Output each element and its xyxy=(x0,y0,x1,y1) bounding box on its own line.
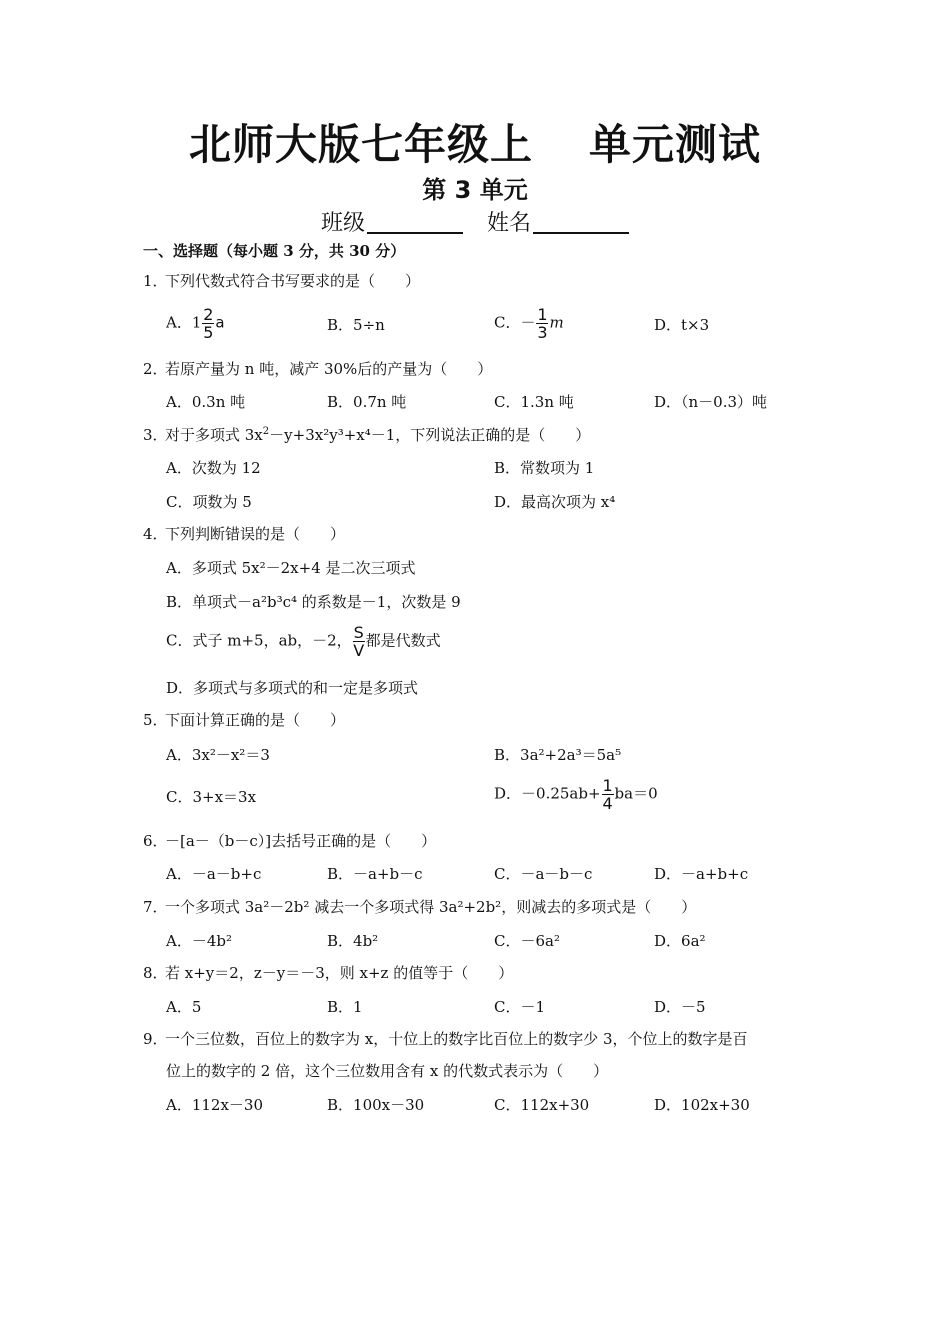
q4-option-c[interactable]: C．式子 m+5，ab，－2， $\frac{S}{V}$ 都是代数式 xyxy=(166,623,441,660)
q7-option-d[interactable]: D．6a² xyxy=(654,932,706,950)
question-2: 2．若原产量为 n 吨，减产 30%后的产量为（ ） xyxy=(143,360,493,378)
fraction: $\frac{1}{4}$ xyxy=(602,776,613,813)
q8-option-a[interactable]: A．5 xyxy=(166,998,202,1016)
q4-option-b[interactable]: B．单项式－a²b³c⁴ 的系数是－1，次数是 9 xyxy=(166,593,461,611)
q4-option-d[interactable]: D．多项式与多项式的和一定是多项式 xyxy=(166,679,419,697)
q2-option-b[interactable]: B．0.7n 吨 xyxy=(327,393,407,411)
question-9: 9．一个三位数，百位上的数字为 x，十位上的数字比百位上的数字少 3，个位上的数字是百 xyxy=(143,1030,748,1048)
question-1: 1．下列代数式符合书写要求的是（ ） xyxy=(143,272,421,290)
class-blank[interactable] xyxy=(367,210,463,234)
q8-option-c[interactable]: C．－1 xyxy=(494,998,546,1016)
q4-option-a[interactable]: A．多项式 5x²－2x+4 是二次三项式 xyxy=(166,559,416,577)
name-blank[interactable] xyxy=(533,210,629,234)
question-9-line-2: 位上的数字的 2 倍，这个三位数用含有 x 的代数式表示为（ ） xyxy=(166,1062,609,1080)
fraction: $\frac{2}{5}$ xyxy=(203,305,214,342)
q5-option-c[interactable]: C．3+x＝3x xyxy=(166,788,257,806)
q8-option-d[interactable]: D．－5 xyxy=(654,998,706,1016)
q9-option-b[interactable]: B．100x－30 xyxy=(327,1096,425,1114)
q1-option-d[interactable]: D．t×3 xyxy=(654,316,710,334)
name-label: 姓名 xyxy=(487,211,532,236)
q1-option-c[interactable]: C．－ $\frac{1}{3}$ m xyxy=(494,305,564,342)
q6-option-b[interactable]: B．－a+b－c xyxy=(327,865,423,883)
q5-option-b[interactable]: B．3a²+2a³＝5a⁵ xyxy=(494,746,622,764)
question-8: 8．若 x+y＝2，z－y＝－3，则 x+z 的值等于（ ） xyxy=(143,964,514,982)
q5-option-a[interactable]: A．3x²－x²＝3 xyxy=(166,746,270,764)
title-right: 单元测试 xyxy=(589,120,762,169)
question-5: 5．下面计算正确的是（ ） xyxy=(143,711,346,729)
q9-option-d[interactable]: D．102x+30 xyxy=(654,1096,750,1114)
q7-option-c[interactable]: C．－6a² xyxy=(494,932,560,950)
q2-option-c[interactable]: C．1.3n 吨 xyxy=(494,393,574,411)
section-title: 一、选择题（每小题 3 分，共 30 分） xyxy=(143,242,406,260)
q7-option-a[interactable]: A．－4b² xyxy=(166,932,232,950)
q5-option-d[interactable]: D．－0.25ab+ $\frac{1}{4}$ ba＝0 xyxy=(494,776,658,813)
class-label: 班级 xyxy=(320,211,365,236)
fraction: $\frac{S}{V}$ xyxy=(353,623,365,660)
q3-option-d[interactable]: D．最高次项为 x⁴ xyxy=(494,493,616,511)
q9-option-c[interactable]: C．112x+30 xyxy=(494,1096,590,1114)
q2-option-d[interactable]: D．（n－0.3）吨 xyxy=(654,393,768,411)
q3-option-a[interactable]: A．次数为 12 xyxy=(166,459,261,477)
question-7: 7．一个多项式 3a²－2b² 减去一个多项式得 3a²+2b²，则减去的多项式是（ ） xyxy=(143,898,697,916)
class-name-line xyxy=(0,206,950,237)
page-title xyxy=(0,112,950,172)
title-left: 北师大版七年级上 xyxy=(188,120,533,169)
fraction: $\frac{1}{3}$ xyxy=(537,305,548,342)
q1-option-a[interactable]: A．1 $\frac{2}{5}$ a xyxy=(166,305,225,342)
q9-option-a[interactable]: A．112x－30 xyxy=(166,1096,264,1114)
question-6: 6．－[a－（b－c）]去括号正确的是（ ） xyxy=(143,832,437,850)
q6-option-d[interactable]: D．－a+b+c xyxy=(654,865,749,883)
q1-option-b[interactable]: B．5÷n xyxy=(327,316,385,334)
q6-option-c[interactable]: C．－a－b－c xyxy=(494,865,593,883)
subtitle: 第 3 单元 xyxy=(422,176,528,204)
q8-option-b[interactable]: B．1 xyxy=(327,998,363,1016)
question-4: 4．下列判断错误的是（ ） xyxy=(143,525,346,543)
q6-option-a[interactable]: A．－a－b+c xyxy=(166,865,262,883)
q7-option-b[interactable]: B．4b² xyxy=(327,932,379,950)
q3-option-b[interactable]: B．常数项为 1 xyxy=(494,459,595,477)
q2-option-a[interactable]: A．0.3n 吨 xyxy=(166,393,246,411)
question-3: 3．对于多项式 $3x^2-y+3x^2y^3+x^4-1$，下列说法正确的是（ ） xyxy=(143,426,591,444)
q3-option-c[interactable]: C．项数为 5 xyxy=(166,493,252,511)
